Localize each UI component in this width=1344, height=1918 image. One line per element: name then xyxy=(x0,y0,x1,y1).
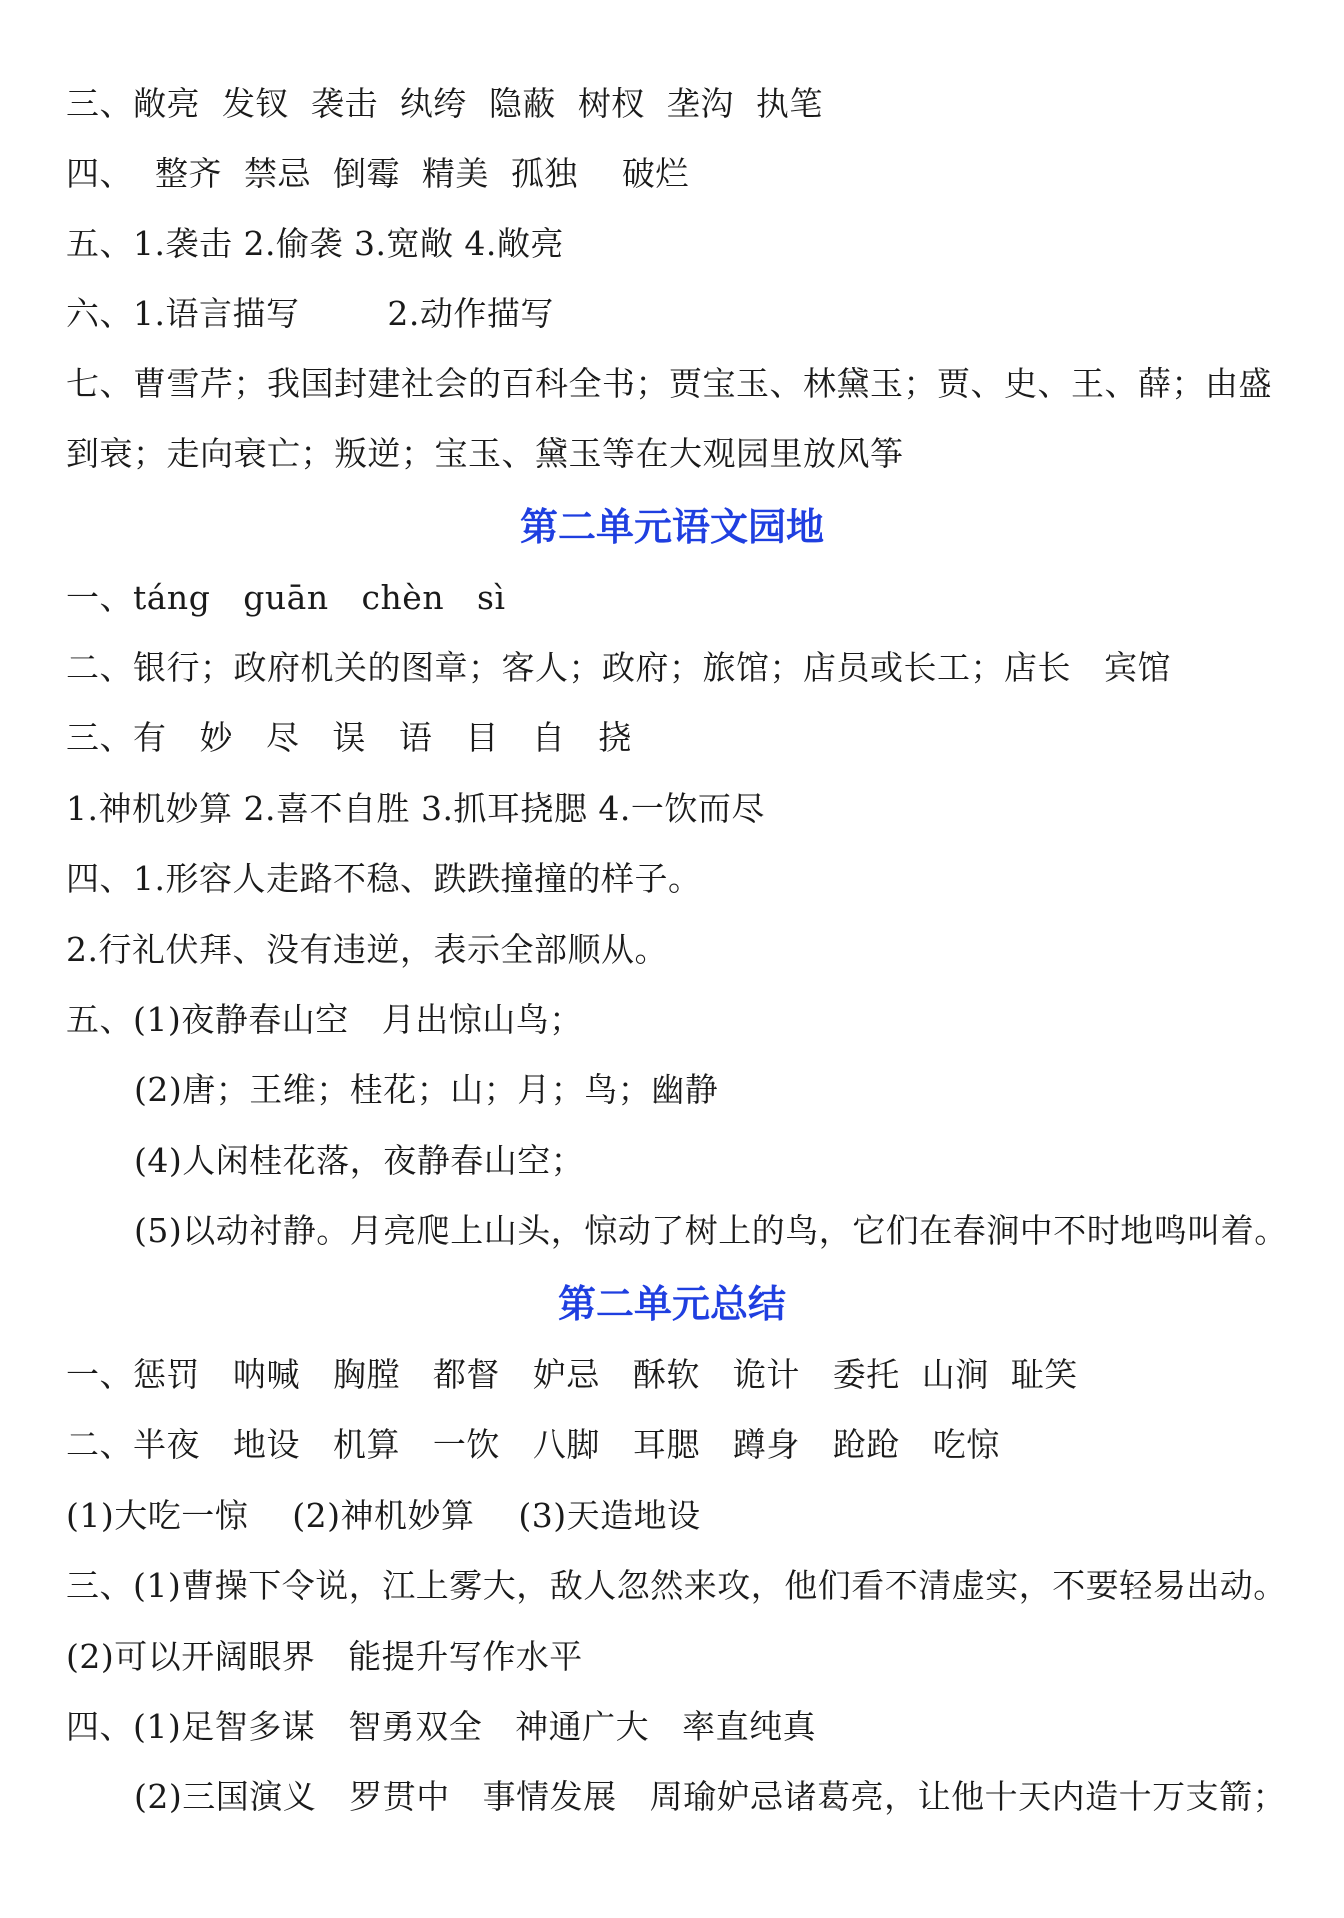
section-heading: 第二单元语文园地 xyxy=(519,505,824,549)
answer-line: 二、银行；政府机关的图章；客人；政府；旅馆；店员或长工；店长 宾馆 xyxy=(66,648,1171,687)
answer-line: 五、1.袭击 2.偷袭 3.宽敞 4.敞亮 xyxy=(66,224,564,263)
answer-line: 四、(1)足智多谋 智勇双全 神通广大 率直纯真 xyxy=(66,1707,817,1746)
answer-line: (2)三国演义 罗贯中 事情发展 周瑜妒忌诸葛亮，让他十天内造十万支箭； xyxy=(134,1777,1287,1816)
answer-line: (5)以动衬静。月亮爬上山头，惊动了树上的鸟，它们在春涧中不时地鸣叫着。 xyxy=(134,1211,1288,1250)
answer-line: 一、táng guān chèn sì xyxy=(66,578,506,617)
answer-line: 四、1.形容人走路不稳、跌跌撞撞的样子。 xyxy=(66,859,702,898)
section-heading: 第二单元总结 xyxy=(557,1282,786,1326)
answer-line: 四、 整齐 禁忌 倒霉 精美 孤独 破烂 xyxy=(66,154,689,193)
answer-line: 二、半夜 地设 机算 一饮 八脚 耳腮 蹲身 跄跄 吃惊 xyxy=(66,1425,1000,1464)
answer-line: (4)人闲桂花落，夜静春山空； xyxy=(134,1141,585,1180)
answer-line: 一、惩罚 呐喊 胸膛 都督 妒忌 酥软 诡计 委托 山涧 耻笑 xyxy=(66,1355,1078,1394)
answer-line: 三、(1)曹操下令说，江上雾大，敌人忽然来攻，他们看不清虚实，不要轻易出动。 xyxy=(66,1566,1287,1605)
answer-line: (2)唐；王维；桂花；山；月；鸟；幽静 xyxy=(134,1070,719,1109)
answer-line: 五、(1)夜静春山空 月出惊山鸟； xyxy=(66,1000,583,1039)
answer-line: 到衰；走向衰亡；叛逆；宝玉、黛玉等在大观园里放风筝 xyxy=(66,434,904,473)
answer-line: 1.神机妙算 2.喜不自胜 3.抓耳挠腮 4.一饮而尽 xyxy=(66,789,765,828)
answer-line: 三、敞亮 发钗 袭击 纨绔 隐蔽 树杈 垄沟 执笔 xyxy=(66,84,823,123)
answer-line: 2.行礼伏拜、没有违逆，表示全部顺从。 xyxy=(66,930,668,969)
answer-line: (2)可以开阔眼界 能提升写作水平 xyxy=(66,1637,583,1676)
answer-line: 六、1.语言描写 2.动作描写 xyxy=(66,294,554,333)
answer-line: (1)大吃一惊 (2)神机妙算 (3)天造地设 xyxy=(66,1496,701,1535)
answer-line: 三、有 妙 尽 误 语 目 自 挠 xyxy=(66,718,632,757)
answer-line: 七、曹雪芹；我国封建社会的百科全书；贾宝玉、林黛玉；贾、史、王、薛；由盛 xyxy=(66,364,1272,403)
